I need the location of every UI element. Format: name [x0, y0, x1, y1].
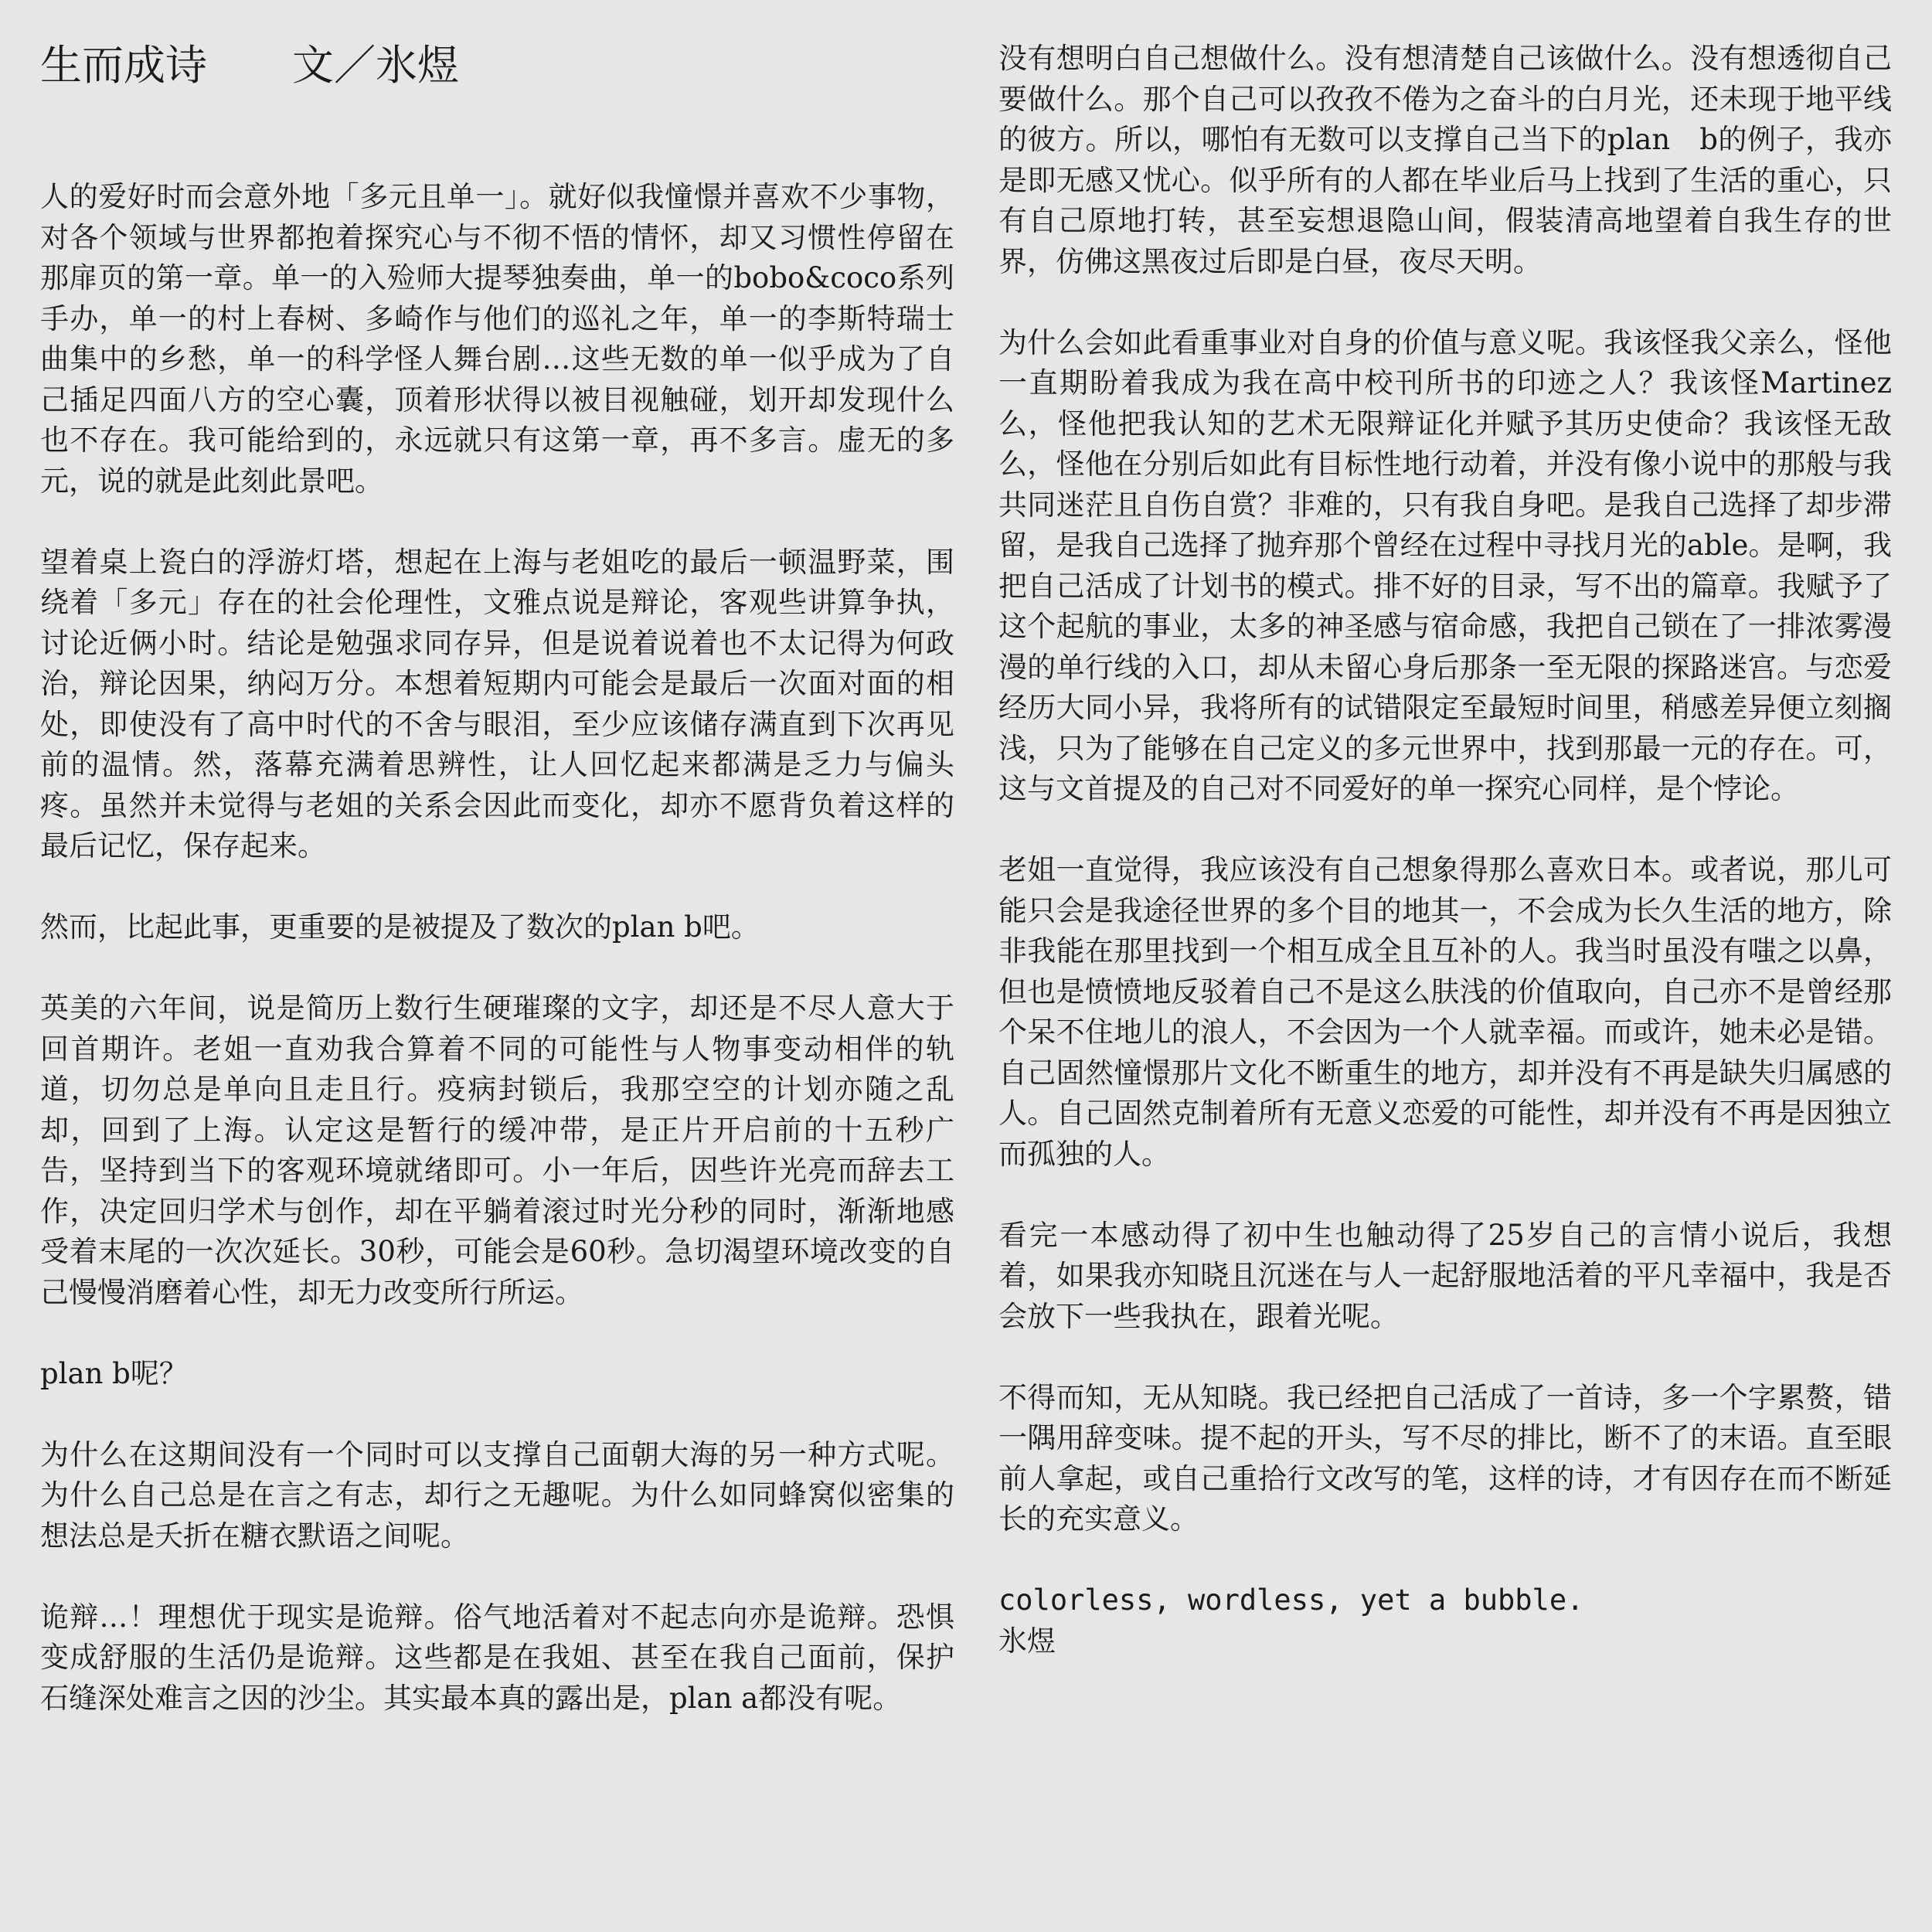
- paragraph-left-2: 望着桌上瓷白的浮游灯塔，想起在上海与老姐吃的最后一顿温野菜，围绕着「多元」存在的社会伦理性，文雅点说是辩论，客观些讲算争执，讨论近俩小时。结论是勉强求同存异，但是说着说着也不太记得为何政治，辩论因果，纳闷万分。本想着短期内可能会是最后一次面对面的相处，即使没有了高中时代的不舍与眼泪，至少应该储存满直到下次再见前的温情。然，落幕充满着思辨性，让人回忆起来都满是乏力与偏头疼。虽然并未觉得与老姐的关系会因此而变化，却亦不愿背负着这样的最后记忆，保存起来。: [40, 545, 954, 862]
- paragraph-right-1: 没有想明白自己想做什么。没有想清楚自己该做什么。没有想透彻自己要做什么。那个自己可以孜孜不倦为之奋斗的白月光，还未现于地平线的彼方。所以，哪怕有无数可以支撑自己当下的plan b的例子，我亦是即无感又忧心。似乎所有的人都在毕业后马上找到了生活的重心，只有自己原地打转，甚至妄想退隐山间，假装清高地望着自我生存的世界，仿佛这黑夜过后即是白昼，夜尽天明。: [998, 42, 1892, 278]
- paragraph-left-5: plan b呢？: [40, 1356, 188, 1390]
- signature-name: 氷煜: [998, 1624, 1056, 1658]
- paragraph-left-7: 诡辩…！理想优于现实是诡辩。俗气地活着对不起志向亦是诡辩。恐惧变成舒服的生活仍是诡辩。这些都是在我姐、甚至在我自己面前，保护石缝深处难言之因的沙尘。其实最本真的露出是，plan a都没有呢。: [40, 1600, 954, 1715]
- paragraph-left-6: 为什么在这期间没有一个同时可以支撑自己面朝大海的另一种方式呢。为什么自己总是在言之有志，却行之无趣呢。为什么如同蜂窝似密集的想法总是夭折在糖衣默语之间呢。: [40, 1437, 954, 1553]
- right-column: [998, 39, 1892, 1893]
- paragraph-left-1: 人的爱好时而会意外地「多元且单一」。就好似我憧憬并喜欢不少事物，对各个领域与世界都抱着探究心与不彻不悟的情怀，却又习惯性停留在那扉页的第一章。单一的入殓师大提琴独奏曲，单一的bobo&coco系列手办，单一的村上春树、多崎作与他们的巡礼之年，单一的李斯特瑞士曲集中的乡愁，单一的科学怪人舞台剧…这些无数的单一似乎成为了自己插足四面八方的空心囊，顶着形状得以被目视触碰，划开却发现什么也不存在。我可能给到的，永远就只有这第一章，再不多言。虚无的多元，说的就是此刻此景吧。: [40, 180, 954, 498]
- essay-title: 生而成诗: [40, 41, 207, 90]
- paragraph-left-3: 然而，比起此事，更重要的是被提及了数次的plan b吧。: [40, 910, 760, 944]
- paragraph-right-4: 看完一本感动得了初中生也触动得了25岁自己的言情小说后，我想着，如果我亦知晓且沉迷在与人一起舒服地活着的平凡幸福中，我是否会放下一些我执在，跟着光呢。: [998, 1218, 1892, 1333]
- page-title: [40, 39, 954, 93]
- essay-page: [40, 39, 1892, 1893]
- essay-author: 文／氷煜: [292, 41, 459, 90]
- paragraph-right-2: 为什么会如此看重事业对自身的价值与意义呢。我该怪我父亲么，怪他一直期盼着我成为我在高中校刊所书的印迹之人？我该怪Martinez么，怪他把我认知的艺术无限辩证化并赋予其历史使命？我该怪无敌么，怪他在分别后如此有目标性地行动着，并没有像小说中的那般与我共同迷茫且自伤自赏？非难的，只有我自身吧。是我自己选择了却步滞留，是我自己选择了抛弃那个曾经在过程中寻找月光的able。是啊，我把自己活成了计划书的模式。排不好的目录，写不出的篇章。我赋予了这个起航的事业，太多的神圣感与宿命感，我把自己锁在了一排浓雾漫漫的单行线的入口，却从未留心身后那条一至无限的探路迷宫。与恋爱经历大同小异，我将所有的试错限定至最短时间里，稍感差异便立刻搁浅，只为了能够在自己定义的多元世界中，找到那最一元的存在。可，这与文首提及的自己对不同爱好的单一探究心同样，是个悖论。: [998, 325, 1892, 805]
- paragraph-right-3: 老姐一直觉得，我应该没有自己想象得那么喜欢日本。或者说，那儿可能只会是我途径世界的多个目的地其一，不会成为长久生活的地方，除非我能在那里找到一个相互成全且互补的人。我当时虽没有嗤之以鼻，但也是愤愤地反驳着自己不是这么肤浅的价值取向，自己亦不是曾经那个呆不住地儿的浪人，不会因为一个人就幸福。而或许，她未必是错。自己固然憧憬那片文化不断重生的地方，却并没有不再是缺失归属感的人。自己固然克制着所有无意义恋爱的可能性，却并没有不再是因独立而孤独的人。: [998, 853, 1892, 1171]
- signature-block: [998, 1580, 1892, 1662]
- paragraph-left-4: 英美的六年间，说是简历上数行生硬璀璨的文字，却还是不尽人意大于回首期许。老姐一直劝我合算着不同的可能性与人物事变动相伴的轨道，切勿总是单向且走且行。疫病封锁后，我那空空的计划亦随之乱却，回到了上海。认定这是暂行的缓冲带，是正片开启前的十五秒广告，坚持到当下的客观环境就绪即可。小一年后，因些许光亮而辞去工作，决定回归学术与创作，却在平躺着滚过时光分秒的同时，渐渐地感受着末尾的一次次延长。30秒，可能会是60秒。急切渴望环境改变的自己慢慢消磨着心性，却无力改变所行所运。: [40, 992, 954, 1309]
- signature-english: colorless, wordless, yet a bubble.: [998, 1583, 1584, 1617]
- paragraph-right-5: 不得而知，无从知晓。我已经把自己活成了一首诗，多一个字累赘，错一隅用辞变味。提不起的开头，写不尽的排比，断不了的末语。直至眼前人拿起，或自己重拾行文改写的笔，这样的诗，才有因存在而不断延长的充实意义。: [998, 1380, 1892, 1536]
- left-column: [40, 39, 954, 1893]
